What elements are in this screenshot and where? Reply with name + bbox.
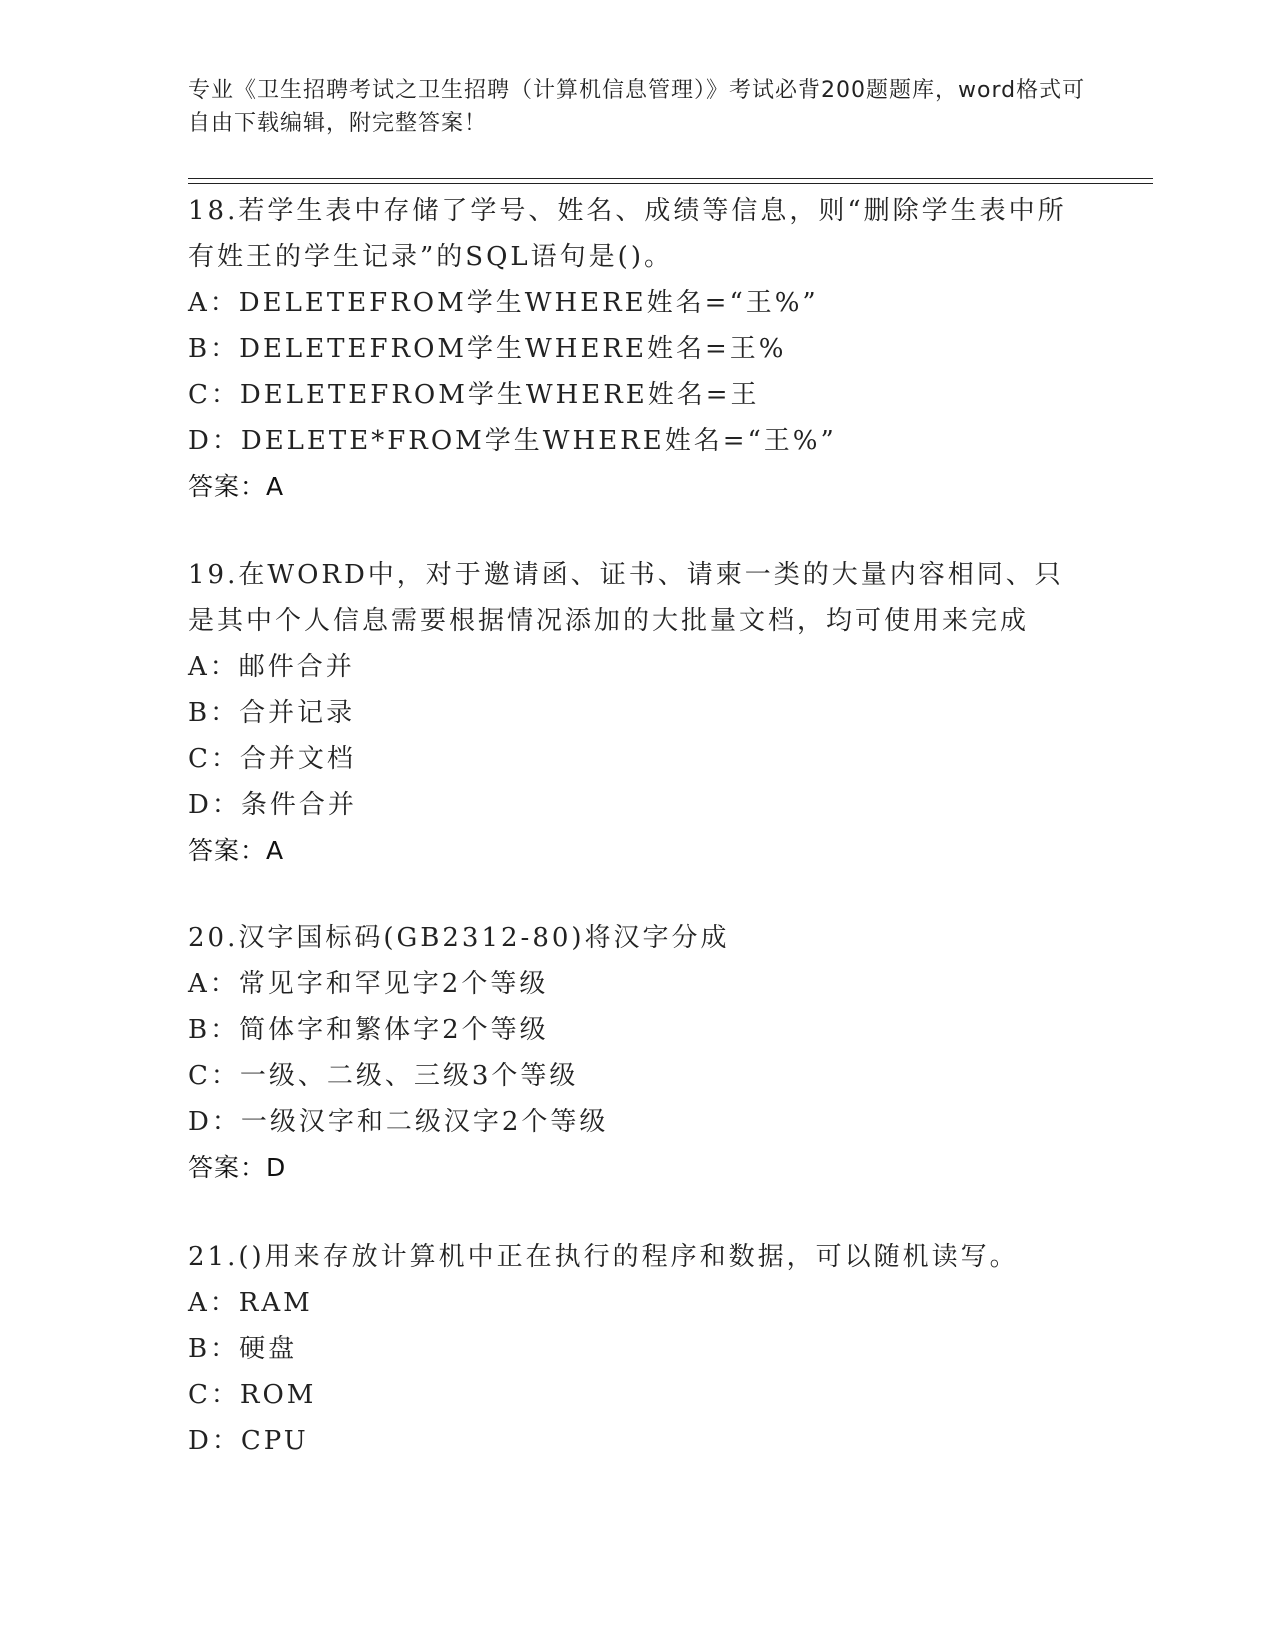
header-rule-top (188, 178, 1153, 179)
option-b: B：硬盘 (188, 1334, 298, 1364)
option-b: B：简体字和繁体字2个等级 (188, 1015, 549, 1045)
question-21 (188, 1234, 1088, 1464)
option-a: A：RAM (188, 1288, 313, 1318)
question-stem: 21.()用来存放计算机中正在执行的程序和数据，可以随机读写。 (188, 1242, 1019, 1272)
question-18 (188, 188, 1088, 510)
answer-label: 答案：A (188, 836, 285, 865)
option-a: A：DELETEFROM学生WHERE姓名=“王%” (188, 288, 819, 318)
option-d: D：条件合并 (188, 790, 357, 820)
header-rule-bottom (188, 183, 1153, 184)
option-c: C：ROM (188, 1380, 317, 1410)
question-19 (188, 552, 1088, 874)
question-stem: 20.汉字国标码(GB2312-80)将汉字分成 (188, 923, 730, 953)
option-a: A：常见字和罕见字2个等级 (188, 969, 549, 999)
option-a: A：邮件合并 (188, 652, 355, 682)
answer-label: 答案：D (188, 1153, 287, 1182)
answer-label: 答案：A (188, 472, 285, 501)
option-d: D：CPU (188, 1426, 309, 1456)
document-header: 专业《卫生招聘考试之卫生招聘（计算机信息管理）》考试必背200题题库，word格式可自由下载编辑，附完整答案！ (188, 78, 1086, 136)
option-b: B：合并记录 (188, 698, 356, 728)
option-c: C：一级、二级、三级3个等级 (188, 1061, 579, 1091)
question-stem: 19.在WORD中，对于邀请函、证书、请柬一类的大量内容相同、只是其中个人信息需要根据情况添加的大批量文档，均可使用来完成 (188, 560, 1064, 636)
option-d: D：一级汉字和二级汉字2个等级 (188, 1107, 609, 1137)
option-c: C：合并文档 (188, 744, 356, 774)
option-b: B：DELETEFROM学生WHERE姓名=王% (188, 334, 787, 364)
question-20 (188, 915, 1088, 1191)
option-c: C：DELETEFROM学生WHERE姓名=王 (188, 380, 760, 410)
option-d: D：DELETE*FROM学生WHERE姓名=“王%” (188, 426, 837, 456)
question-stem: 18.若学生表中存储了学号、姓名、成绩等信息，则“删除学生表中所有姓王的学生记录”的SQL语句是()。 (188, 196, 1067, 272)
